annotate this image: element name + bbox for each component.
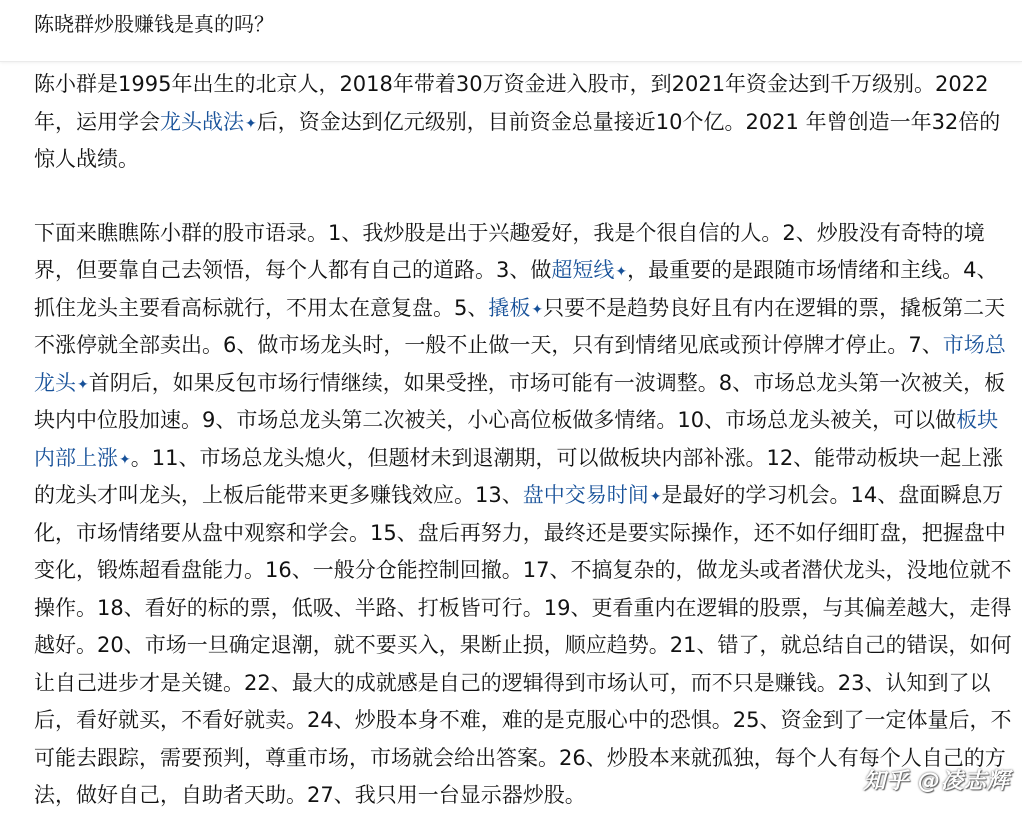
- keyword-link-text: 超短线: [551, 258, 615, 282]
- keyword-link[interactable]: [488, 296, 543, 320]
- sparkle-icon: ✦: [119, 451, 131, 468]
- answer-text: 后，资金达到亿元级别，目前资金总量接近10个亿。2021 年曾创造一年32倍的惊人战绩。: [34, 109, 1001, 171]
- sparkle-icon: ✦: [77, 376, 89, 393]
- keyword-link-text: 板块内部上涨: [34, 408, 999, 470]
- keyword-link[interactable]: [160, 110, 257, 134]
- question-header: [0, 0, 1022, 62]
- sparkle-icon: ✦: [649, 489, 662, 505]
- keyword-link[interactable]: [523, 483, 662, 507]
- keyword-link-text: 盘中交易时间: [522, 483, 649, 507]
- sparkle-icon: ✦: [615, 264, 628, 280]
- answer-paragraph-1: [34, 66, 1018, 179]
- answer-content: [34, 66, 1018, 815]
- answer-text: 只要不是趋势良好且有内在逻辑的票，撬板第二天不涨停就全部卖出。6、做市场龙头时，一般不止做一天，只有到情绪见底或预计停牌才停止。7、: [34, 295, 1006, 357]
- zhihu-watermark: 知乎 @凌志辉: [863, 769, 1010, 794]
- answer-text: 。11、市场总龙头熄火，但题材未到退潮期，可以做板块内部补涨。12、能带动板块一起上涨的龙头才叫龙头，上板后能带来更多赚钱效应。13、: [34, 445, 1004, 507]
- answer-text: ，最重要的是跟随市场情绪和主线。4、抓住龙头主要看高标就行，不用太在意复盘。5、: [34, 258, 998, 320]
- sparkle-icon: ✦: [531, 301, 544, 318]
- answer-text: 下面来瞧瞧陈小群的股市语录。1、我炒股是出于兴趣爱好，我是个很自信的人。2、炒股没有奇特的境界，但要靠自己去领悟，每个人都有自己的道路。3、做: [34, 220, 985, 282]
- keyword-link[interactable]: [551, 258, 627, 282]
- keyword-link-text: 龙头战法: [160, 109, 244, 134]
- answer-text: 首阴后，如果反包市场行情继续，如果受挫，市场可能有一波调整。8、市场总龙头第一次被关，板块内中位股加速。9、市场总龙头第二次被关，小心高位板做多情绪。10、市场总龙头被关，可以做: [34, 370, 1006, 432]
- answer-paragraph-2: [34, 215, 1018, 815]
- question-title[interactable]: 陈晓群炒股赚钱是真的吗？: [34, 12, 274, 36]
- sparkle-icon: ✦: [245, 115, 257, 132]
- keyword-link-text: 撬板: [488, 295, 531, 320]
- answer-text: 陈小群是1995年出生的北京人，2018年带着30万资金进入股市，到2021年资金达到千万级别。2022年，运用学会: [34, 72, 989, 134]
- keyword-link-text: 市场总龙头: [34, 333, 1006, 395]
- answer-text: 是最好的学习机会。14、盘面瞬息万化，市场情绪要从盘中观察和学会。15、盘后再努力，最终还是要实际操作，还不如仔细盯盘，把握盘中变化，锻炼超看盘能力。16、一般分仓能控制回撤。17、不搞复杂的，做龙头或者潜伏龙头，没地位就不操作。18、看好的标的票，低吸、半路、打板皆可行。19、更看重内在逻辑的股票，与其偏差越大，走得越好。20、市场一旦确定退潮，就不要买入，果断止损，顺应趋势。21、错了，就总结自己的错误，如何让自己进步才是关键。22、最大的成就感是自己的逻辑得到市场认可，而不只是赚钱。23、认知到了以后，看好就买，不看好就卖。24、炒股本身不难，难的是克服心中的恐惧。25、资金到了一定体量后，不可能去跟踪，需要预判，尊重市场，市场就会给出答案。26、炒股本来就孤独，每个人有每个人自己的方法，做好自己，自助者天助。27、我只用一台显示器炒股。: [34, 483, 1012, 807]
